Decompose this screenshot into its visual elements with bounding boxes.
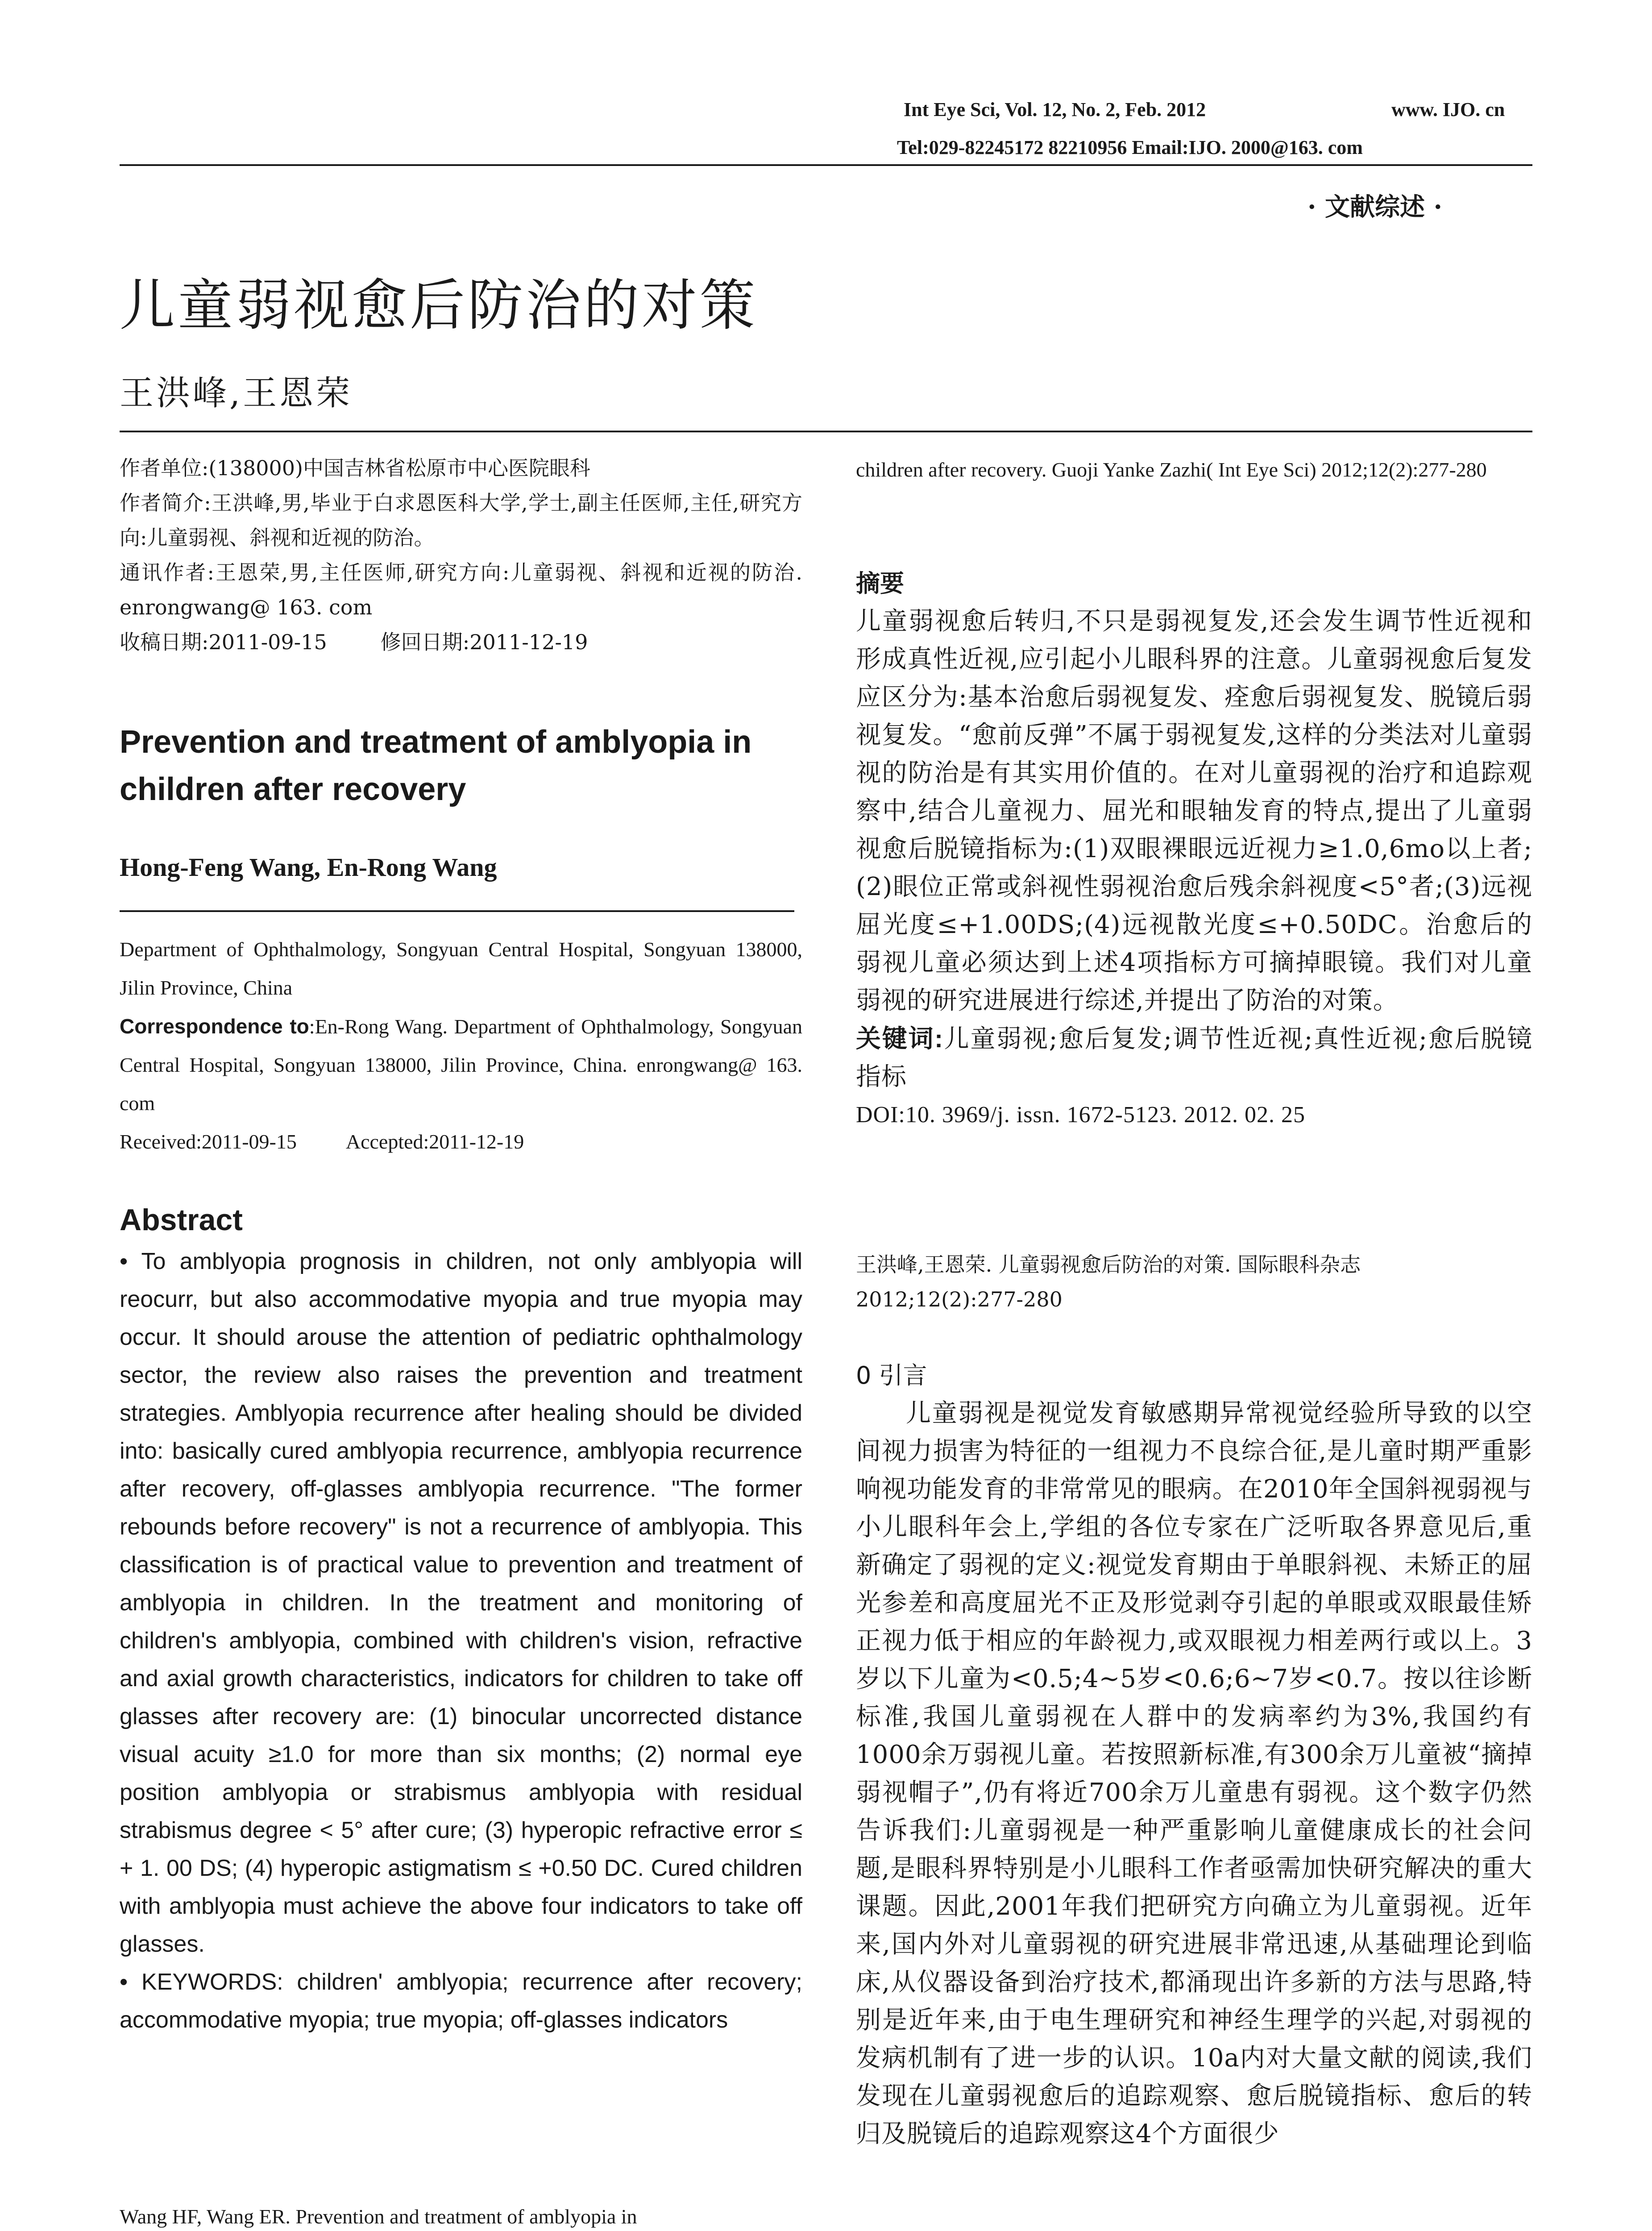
doi: DOI:10. 3969/j. issn. 1672-5123. 2012. 02. 25 — [856, 1102, 1305, 1128]
author-unit: 作者单位:(138000)中国吉林省松原市中心医院眼科 — [120, 456, 590, 480]
received-date-en: Received:2011-09-15 — [120, 1130, 297, 1153]
affiliation-en — [120, 930, 802, 1161]
section-tag: · 文献综述 · — [1307, 192, 1442, 222]
intro-body: 儿童弱视是视觉发育敏感期异常视觉经验所导致的以空间视力损害为特征的一组视力不良综合征,是儿童时期严重影响视功能发育的非常常见的眼病。在2010年全国斜视弱视与小儿眼科年会上,学组的各位专家在广泛听取各界意见后,重新确定了弱视的定义:视觉发育期由于单眼斜视、未矫正的屈光参差和高度屈光不正及形觉剥夺引起的单眼或双眼最佳矫正视力低于相应的年龄视力,或双眼视力相差两行或以上。3岁以下儿童为<0.5;4~5岁<0.6;6~7岁<0.7。按以往诊断标准,我国儿童弱视在人群中的发病率约为3%,我国约有1000余万弱视儿童。若按照新标准,有300余万儿童被“摘掉弱视帽子”,仍有将近700余万儿童患有弱视。这个数字仍然告诉我们:儿童弱视是一种严重影响儿童健康成长的社会问题,是眼科界特别是小儿眼科工作者亟需加快研究解决的重大课题。因此,2001年我们把研究方向确立为儿童弱视。近年来,国内外对儿童弱视的研究进展非常迅速,从基础理论到临床,从仪器设备到治疗技术,都涌现出许多新的方法与思路,特别是近年来,由于电生理研究和神经生理学的兴起,对弱视的发病机制有了进一步的认识。10a内对大量文献的阅读,我们发现在儿童弱视愈后的追踪观察、愈后脱镜指标、愈后的转归及脱镜后的追踪观察这4个方面很少 — [856, 1399, 1532, 2148]
article-title-en: Prevention and treatment of amblyopia in children after recovery — [120, 724, 752, 807]
journal-contact: Tel:029-82245172 82210956 Email:IJO. 2000@163. com — [897, 137, 1363, 158]
citation-en-part1: Wang HF, Wang ER. Prevention and treatment of amblyopia in — [120, 2205, 637, 2228]
accepted-date-en: Accepted:2011-12-19 — [345, 1130, 524, 1153]
author-intro: 作者简介:王洪峰,男,毕业于白求恩医科大学,学士,副主任医师,主任,研究方向:儿童弱视、斜视和近视的防治。 — [120, 491, 802, 550]
citation-en-part2: children after recovery. Guoji Yanke Zazhi( Int Eye Sci) 2012;12(2):277-280 — [856, 458, 1487, 481]
citation-cn: 王洪峰,王恩荣. 儿童弱视愈后防治的对策. 国际眼科杂志 2012;12(2):277-280 — [856, 1252, 1361, 1311]
intro-heading: 0 引言 — [856, 1361, 927, 1389]
abstract-cn — [856, 602, 1532, 1134]
keywords-en: • KEYWORDS: children' amblyopia; recurrence after recovery; accommodative myopia; true myopia; off-glasses indicators — [120, 1969, 802, 2033]
dates-cn — [120, 625, 802, 659]
abstract-heading-cn: 摘要 — [856, 569, 904, 597]
dates-en — [120, 1123, 802, 1161]
abstract-body-en: • To amblyopia prognosis in children, not only amblyopia will reocurr, but also accommodative myopia and true myopia may occur. It should arouse the attention of pediatric ophthalmology sector, the review also raises the prevention and treatment strategies. Amblyopia recurrence after healing should be divided into: basically cured amblyopia recurrence, amblyopia recurrence after recovery, off-glasses amblyopia recurrence. "The former rebounds before recovery" is not a recurrence of amblyopia. This classification is of practical value to prevention and treatment of amblyopia in children. In the treatment and monitoring of children's amblyopia, combined with children's vision, refractive and axial growth characteristics, indicators for children to take off glasses after recovery are: (1) binocular uncorrected distance visual acuity ≥1.0 for more than six months; (2) normal eye position amblyopia or strabismus amblyopia with residual strabismus degree < 5° after cure; (3) hyperopic refractive error ≤ + 1. 00 DS; (4) hyperopic astigmatism ≤ +0.50 DC. Cured children with amblyopia must achieve the above four indicators to take off glasses. — [120, 1248, 802, 1957]
abstract-body-cn: 儿童弱视愈后转归,不只是弱视复发,还会发生调节性近视和形成真性近视,应引起小儿眼科界的注意。儿童弱视愈后复发应区分为:基本治愈后弱视复发、痊愈后弱视复发、脱镜后弱视复发。“愈前反弹”不属于弱视复发,这样的分类法对儿童弱视的防治是有其实用价值的。在对儿童弱视的治疗和追踪观察中,结合儿童视力、屈光和眼轴发育的特点,提出了儿童弱视愈后脱镜指标为:(1)双眼裸眼远近视力≥1.0,6mo以上者;(2)眼位正常或斜视性弱视治愈后残余斜视度<5°者;(3)远视屈光度≤+1.00DS;(4)远视散光度≤+0.50DC。治愈后的弱视儿童必须达到上述4项指标方可摘掉眼镜。我们对儿童弱视的研究进展进行综述,并提出了防治的对策。 — [856, 607, 1532, 1015]
corresponding-author-cn: 通讯作者:王恩荣,男,主任医师,研究方向:儿童弱视、斜视和近视的防治. enrongwang@ 163. com — [120, 560, 802, 619]
department-en: Department of Ophthalmology, Songyuan Central Hospital, Songyuan 138000, Jilin Province, China — [120, 938, 802, 999]
authors-cn: 王洪峰,王恩荣 — [120, 373, 353, 413]
keywords-label-cn: 关键词: — [856, 1024, 943, 1053]
received-date-cn: 收稿日期:2011-09-15 — [120, 630, 327, 654]
article-title-cn: 儿童弱视愈后防治的对策 — [120, 274, 758, 338]
revised-date-cn: 修回日期:2011-12-19 — [380, 630, 588, 654]
correspondence-text: :En-Rong Wang. Department of Ophthalmology, Songyuan Central Hospital, Songyuan 138000, Jilin Province, China. enrongwang@ 163. com — [120, 1015, 803, 1115]
authors-rule — [120, 910, 794, 912]
journal-url: www. IJO. cn — [1391, 99, 1505, 120]
abstract-heading-en: Abstract — [120, 1203, 243, 1237]
correspondence-label: Correspondence to — [120, 1015, 309, 1038]
journal-info: Int Eye Sci, Vol. 12, No. 2, Feb. 2012 — [904, 99, 1206, 120]
author-info-cn — [120, 451, 802, 659]
header-rule — [120, 164, 1532, 166]
abstract-en — [120, 1243, 802, 2039]
title-rule — [120, 431, 1532, 432]
correspondence-en — [120, 1007, 802, 1123]
keywords-text-cn: 儿童弱视;愈后复发;调节性近视;真性近视;愈后脱镜指标 — [856, 1024, 1532, 1091]
authors-en: Hong-Feng Wang, En-Rong Wang — [120, 853, 497, 882]
keywords-cn — [856, 1020, 1532, 1096]
